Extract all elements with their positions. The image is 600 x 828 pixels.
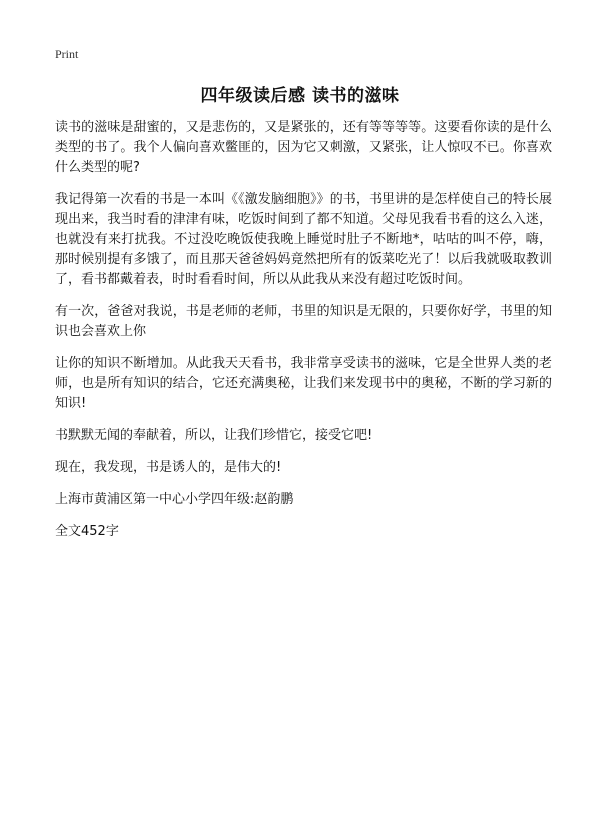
paragraph: 书默默无闻的奉献着，所以，让我们珍惜它，接受它吧! [55, 428, 373, 443]
paragraph: 有一次，爸爸对我说，书是老师的老师，书里的知识是无限的，只要你好学，书里的知识也会喜欢上你 [55, 304, 552, 339]
author-line: 上海市黄浦区第一中心小学四年级:赵韵鹏 [55, 492, 294, 507]
paragraph: 我记得第一次看的书是一本叫《《激发脑细胞》》的书，书里讲的是怎样使自己的特长展现出来，我当时看的津津有味，吃饭时间到了都不知道。父母见我看书看的这么入迷，也就没有来打扰我。不过没吃晚饭使我晚上睡觉时肚子不断地*，咕咕的叫不停，嗨，那时候别提有多饿了，而且那天爸爸妈妈竟然把所有的饭菜吃光了！以后我就吸取教训了，看书都戴着表，时时看看时间，所以从此我从来没有超过吃饭时间。 [55, 192, 552, 287]
article-title: 四年级读后感 读书的滋味 [200, 86, 400, 106]
word-count: 全文452字 [55, 524, 119, 539]
paragraph: 读书的滋味是甜蜜的，又是悲伤的，又是紧张的，还有等等等等。这要看你读的是什么类型的书了。我个人偏向喜欢鳖匪的，因为它又刺激，又紧张，让人惊叹不已。你喜欢什么类型的呢? [55, 120, 552, 175]
paragraph: 现在，我发现，书是诱人的，是伟大的! [55, 460, 282, 475]
print-link[interactable]: Print [55, 47, 79, 61]
article-body [55, 118, 552, 554]
paragraph: 让你的知识不断增加。从此我天天看书，我非常享受读书的滋味，它是全世界人类的老师，也是所有知识的结合，它还充满奥秘，让我们来发现书中的奥秘，不断的学习新的知识! [55, 356, 552, 411]
